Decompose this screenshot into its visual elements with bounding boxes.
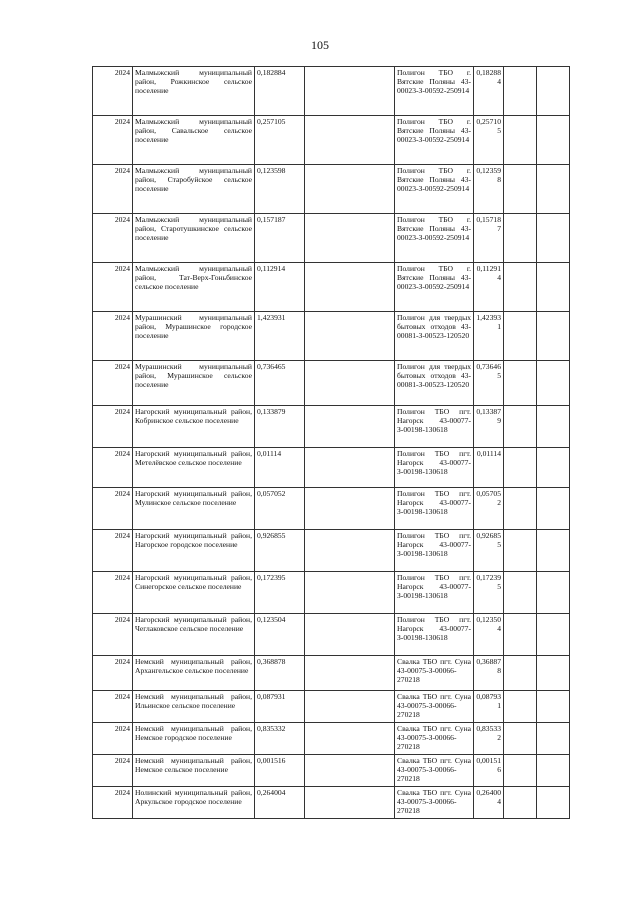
- year-cell: 2024: [93, 488, 133, 530]
- value-cell: 0,257105: [255, 116, 305, 165]
- disposal-site-cell: Полигон для твердых бытовых отходов 43-00081-З-00523-120520: [395, 361, 474, 406]
- table-row: [93, 572, 570, 614]
- disposal-site-cell: Свалка ТБО пгт. Суна 43-00075-З-00066-270218: [395, 656, 474, 691]
- municipality-cell: Немский муниципальный район, Немское городское поселение: [133, 723, 255, 755]
- empty-cell: [504, 448, 537, 488]
- value-cell: 0,368878: [255, 656, 305, 691]
- municipality-cell: Нагорский муниципальный район, Нагорское городское поселение: [133, 530, 255, 572]
- municipality-cell: Малмыжский муниципальный район, Савальское сельское поселение: [133, 116, 255, 165]
- rate-cell: 0,835332: [474, 723, 504, 755]
- rate-cell: 0,01114: [474, 448, 504, 488]
- empty-cell: [504, 263, 537, 312]
- rate-cell: 0,926855: [474, 530, 504, 572]
- empty-cell: [305, 614, 395, 656]
- year-cell: 2024: [93, 67, 133, 116]
- table-row: [93, 312, 570, 361]
- empty-cell: [537, 723, 570, 755]
- empty-cell: [305, 406, 395, 448]
- disposal-site-cell: Полигон ТБО пгт. Нагорск 43-00077-З-00198-130618: [395, 488, 474, 530]
- empty-cell: [504, 361, 537, 406]
- empty-cell: [504, 214, 537, 263]
- value-cell: 0,172395: [255, 572, 305, 614]
- empty-cell: [504, 67, 537, 116]
- rate-cell: 0,133879: [474, 406, 504, 448]
- empty-cell: [305, 691, 395, 723]
- empty-cell: [537, 755, 570, 787]
- empty-cell: [305, 361, 395, 406]
- rate-cell: 0,182884: [474, 67, 504, 116]
- municipality-cell: Малмыжский муниципальный район, Старобуйское сельское поселение: [133, 165, 255, 214]
- value-cell: 0,001516: [255, 755, 305, 787]
- value-cell: 0,157187: [255, 214, 305, 263]
- year-cell: 2024: [93, 530, 133, 572]
- empty-cell: [537, 116, 570, 165]
- table-row: [93, 691, 570, 723]
- empty-cell: [504, 406, 537, 448]
- year-cell: 2024: [93, 312, 133, 361]
- rate-cell: 1,423931: [474, 312, 504, 361]
- rate-cell: 0,112914: [474, 263, 504, 312]
- municipality-cell: Нагорский муниципальный район, Чеглаковское сельское поселение: [133, 614, 255, 656]
- empty-cell: [504, 572, 537, 614]
- municipality-cell: Нагорский муниципальный район, Мулинское сельское поселение: [133, 488, 255, 530]
- empty-cell: [537, 214, 570, 263]
- empty-cell: [305, 787, 395, 819]
- value-cell: 0,112914: [255, 263, 305, 312]
- empty-cell: [305, 656, 395, 691]
- rate-cell: 0,157187: [474, 214, 504, 263]
- value-cell: 0,057052: [255, 488, 305, 530]
- table-body: [93, 67, 570, 819]
- table-row: [93, 787, 570, 819]
- year-cell: 2024: [93, 755, 133, 787]
- rate-cell: 0,087931: [474, 691, 504, 723]
- table-row: [93, 67, 570, 116]
- empty-cell: [504, 165, 537, 214]
- municipality-cell: Немский муниципальный район, Архангельское сельское поселение: [133, 656, 255, 691]
- empty-cell: [504, 723, 537, 755]
- value-cell: 0,264004: [255, 787, 305, 819]
- table-row: [93, 361, 570, 406]
- disposal-site-cell: Свалка ТБО пгт. Суна 43-00075-З-00066-270218: [395, 755, 474, 787]
- disposal-site-cell: Полигон ТБО пгт. Нагорск 43-00077-З-00198-130618: [395, 530, 474, 572]
- year-cell: 2024: [93, 116, 133, 165]
- year-cell: 2024: [93, 723, 133, 755]
- value-cell: 1,423931: [255, 312, 305, 361]
- table-row: [93, 614, 570, 656]
- year-cell: 2024: [93, 406, 133, 448]
- year-cell: 2024: [93, 448, 133, 488]
- empty-cell: [537, 656, 570, 691]
- year-cell: 2024: [93, 361, 133, 406]
- municipality-cell: Немский муниципальный район, Немское сельское поселение: [133, 755, 255, 787]
- year-cell: 2024: [93, 263, 133, 312]
- empty-cell: [305, 572, 395, 614]
- empty-cell: [537, 406, 570, 448]
- year-cell: 2024: [93, 214, 133, 263]
- empty-cell: [305, 488, 395, 530]
- value-cell: 0,133879: [255, 406, 305, 448]
- year-cell: 2024: [93, 656, 133, 691]
- empty-cell: [305, 312, 395, 361]
- empty-cell: [305, 165, 395, 214]
- empty-cell: [537, 572, 570, 614]
- value-cell: 0,926855: [255, 530, 305, 572]
- table-row: [93, 214, 570, 263]
- year-cell: 2024: [93, 572, 133, 614]
- empty-cell: [537, 691, 570, 723]
- disposal-site-cell: Полигон ТБО пгт. Нагорск 43-00077-З-00198-130618: [395, 448, 474, 488]
- empty-cell: [537, 448, 570, 488]
- disposal-site-cell: Полигон ТБО г. Вятские Поляны 43-00023-З-00592-250914: [395, 67, 474, 116]
- empty-cell: [305, 448, 395, 488]
- empty-cell: [537, 614, 570, 656]
- rate-cell: 0,368878: [474, 656, 504, 691]
- municipality-cell: Малмыжский муниципальный район, Тат-Верх-Гоньбинское сельское поселение: [133, 263, 255, 312]
- empty-cell: [537, 488, 570, 530]
- year-cell: 2024: [93, 165, 133, 214]
- empty-cell: [305, 214, 395, 263]
- table-row: [93, 723, 570, 755]
- empty-cell: [504, 755, 537, 787]
- table-row: [93, 116, 570, 165]
- rate-cell: 0,257105: [474, 116, 504, 165]
- municipality-cell: Мурашинский муниципальный район, Мурашинское городское поселение: [133, 312, 255, 361]
- municipality-cell: Немский муниципальный район, Ильинское сельское поселение: [133, 691, 255, 723]
- disposal-site-cell: Свалка ТБО пгт. Суна 43-00075-З-00066-270218: [395, 691, 474, 723]
- rate-cell: 0,264004: [474, 787, 504, 819]
- municipality-cell: Малмыжский муниципальный район, Старотушкинское сельское поселение: [133, 214, 255, 263]
- value-cell: 0,123598: [255, 165, 305, 214]
- table-row: [93, 263, 570, 312]
- municipality-cell: Нагорский муниципальный район, Метелёвское сельское поселение: [133, 448, 255, 488]
- rate-cell: 0,057052: [474, 488, 504, 530]
- empty-cell: [504, 488, 537, 530]
- rate-cell: 0,123504: [474, 614, 504, 656]
- empty-cell: [305, 755, 395, 787]
- disposal-site-cell: Полигон ТБО пгт. Нагорск 43-00077-З-00198-130618: [395, 572, 474, 614]
- table-row: [93, 656, 570, 691]
- table-row: [93, 165, 570, 214]
- disposal-site-cell: Полигон ТБО г. Вятские Поляны 43-00023-З-00592-250914: [395, 214, 474, 263]
- empty-cell: [305, 530, 395, 572]
- table-row: [93, 755, 570, 787]
- rate-cell: 0,001516: [474, 755, 504, 787]
- value-cell: 0,123504: [255, 614, 305, 656]
- disposal-site-cell: Полигон ТБО пгт. Нагорск 43-00077-З-00198-130618: [395, 614, 474, 656]
- rate-cell: 0,172395: [474, 572, 504, 614]
- allocation-table: [92, 66, 570, 819]
- value-cell: 0,087931: [255, 691, 305, 723]
- municipality-cell: Нагорский муниципальный район, Синегорское сельское поселение: [133, 572, 255, 614]
- empty-cell: [504, 656, 537, 691]
- rate-cell: 0,736465: [474, 361, 504, 406]
- empty-cell: [537, 361, 570, 406]
- empty-cell: [504, 691, 537, 723]
- disposal-site-cell: Полигон ТБО г. Вятские Поляны 43-00023-З-00592-250914: [395, 165, 474, 214]
- empty-cell: [305, 116, 395, 165]
- empty-cell: [504, 530, 537, 572]
- empty-cell: [537, 530, 570, 572]
- empty-cell: [537, 312, 570, 361]
- empty-cell: [504, 787, 537, 819]
- year-cell: 2024: [93, 787, 133, 819]
- value-cell: 0,736465: [255, 361, 305, 406]
- disposal-site-cell: Свалка ТБО пгт. Суна 43-00075-З-00066-270218: [395, 723, 474, 755]
- municipality-cell: Мурашинский муниципальный район, Мурашинское сельское поселение: [133, 361, 255, 406]
- table-row: [93, 488, 570, 530]
- disposal-site-cell: Полигон ТБО г. Вятские Поляны 43-00023-З-00592-250914: [395, 116, 474, 165]
- empty-cell: [305, 67, 395, 116]
- disposal-site-cell: Полигон ТБО пгт. Нагорск 43-00077-З-00198-130618: [395, 406, 474, 448]
- empty-cell: [504, 312, 537, 361]
- value-cell: 0,835332: [255, 723, 305, 755]
- rate-cell: 0,123598: [474, 165, 504, 214]
- empty-cell: [537, 165, 570, 214]
- disposal-site-cell: Полигон ТБО г. Вятские Поляны 43-00023-З-00592-250914: [395, 263, 474, 312]
- table-row: [93, 530, 570, 572]
- empty-cell: [537, 67, 570, 116]
- empty-cell: [504, 614, 537, 656]
- table-row: [93, 406, 570, 448]
- municipality-cell: Нагорский муниципальный район, Кобринское сельское поселение: [133, 406, 255, 448]
- value-cell: 0,182884: [255, 67, 305, 116]
- page-number: 105: [311, 38, 329, 52]
- empty-cell: [305, 263, 395, 312]
- municipality-cell: Нолинский муниципальный район, Аркульское городское поселение: [133, 787, 255, 819]
- year-cell: 2024: [93, 614, 133, 656]
- empty-cell: [537, 787, 570, 819]
- disposal-site-cell: Свалка ТБО пгт. Суна 43-00075-З-00066-270218: [395, 787, 474, 819]
- empty-cell: [305, 723, 395, 755]
- empty-cell: [504, 116, 537, 165]
- disposal-site-cell: Полигон для твердых бытовых отходов 43-00081-З-00523-120520: [395, 312, 474, 361]
- value-cell: 0,01114: [255, 448, 305, 488]
- year-cell: 2024: [93, 691, 133, 723]
- municipality-cell: Малмыжский муниципальный район, Рожкинское сельское поселение: [133, 67, 255, 116]
- table-row: [93, 448, 570, 488]
- empty-cell: [537, 263, 570, 312]
